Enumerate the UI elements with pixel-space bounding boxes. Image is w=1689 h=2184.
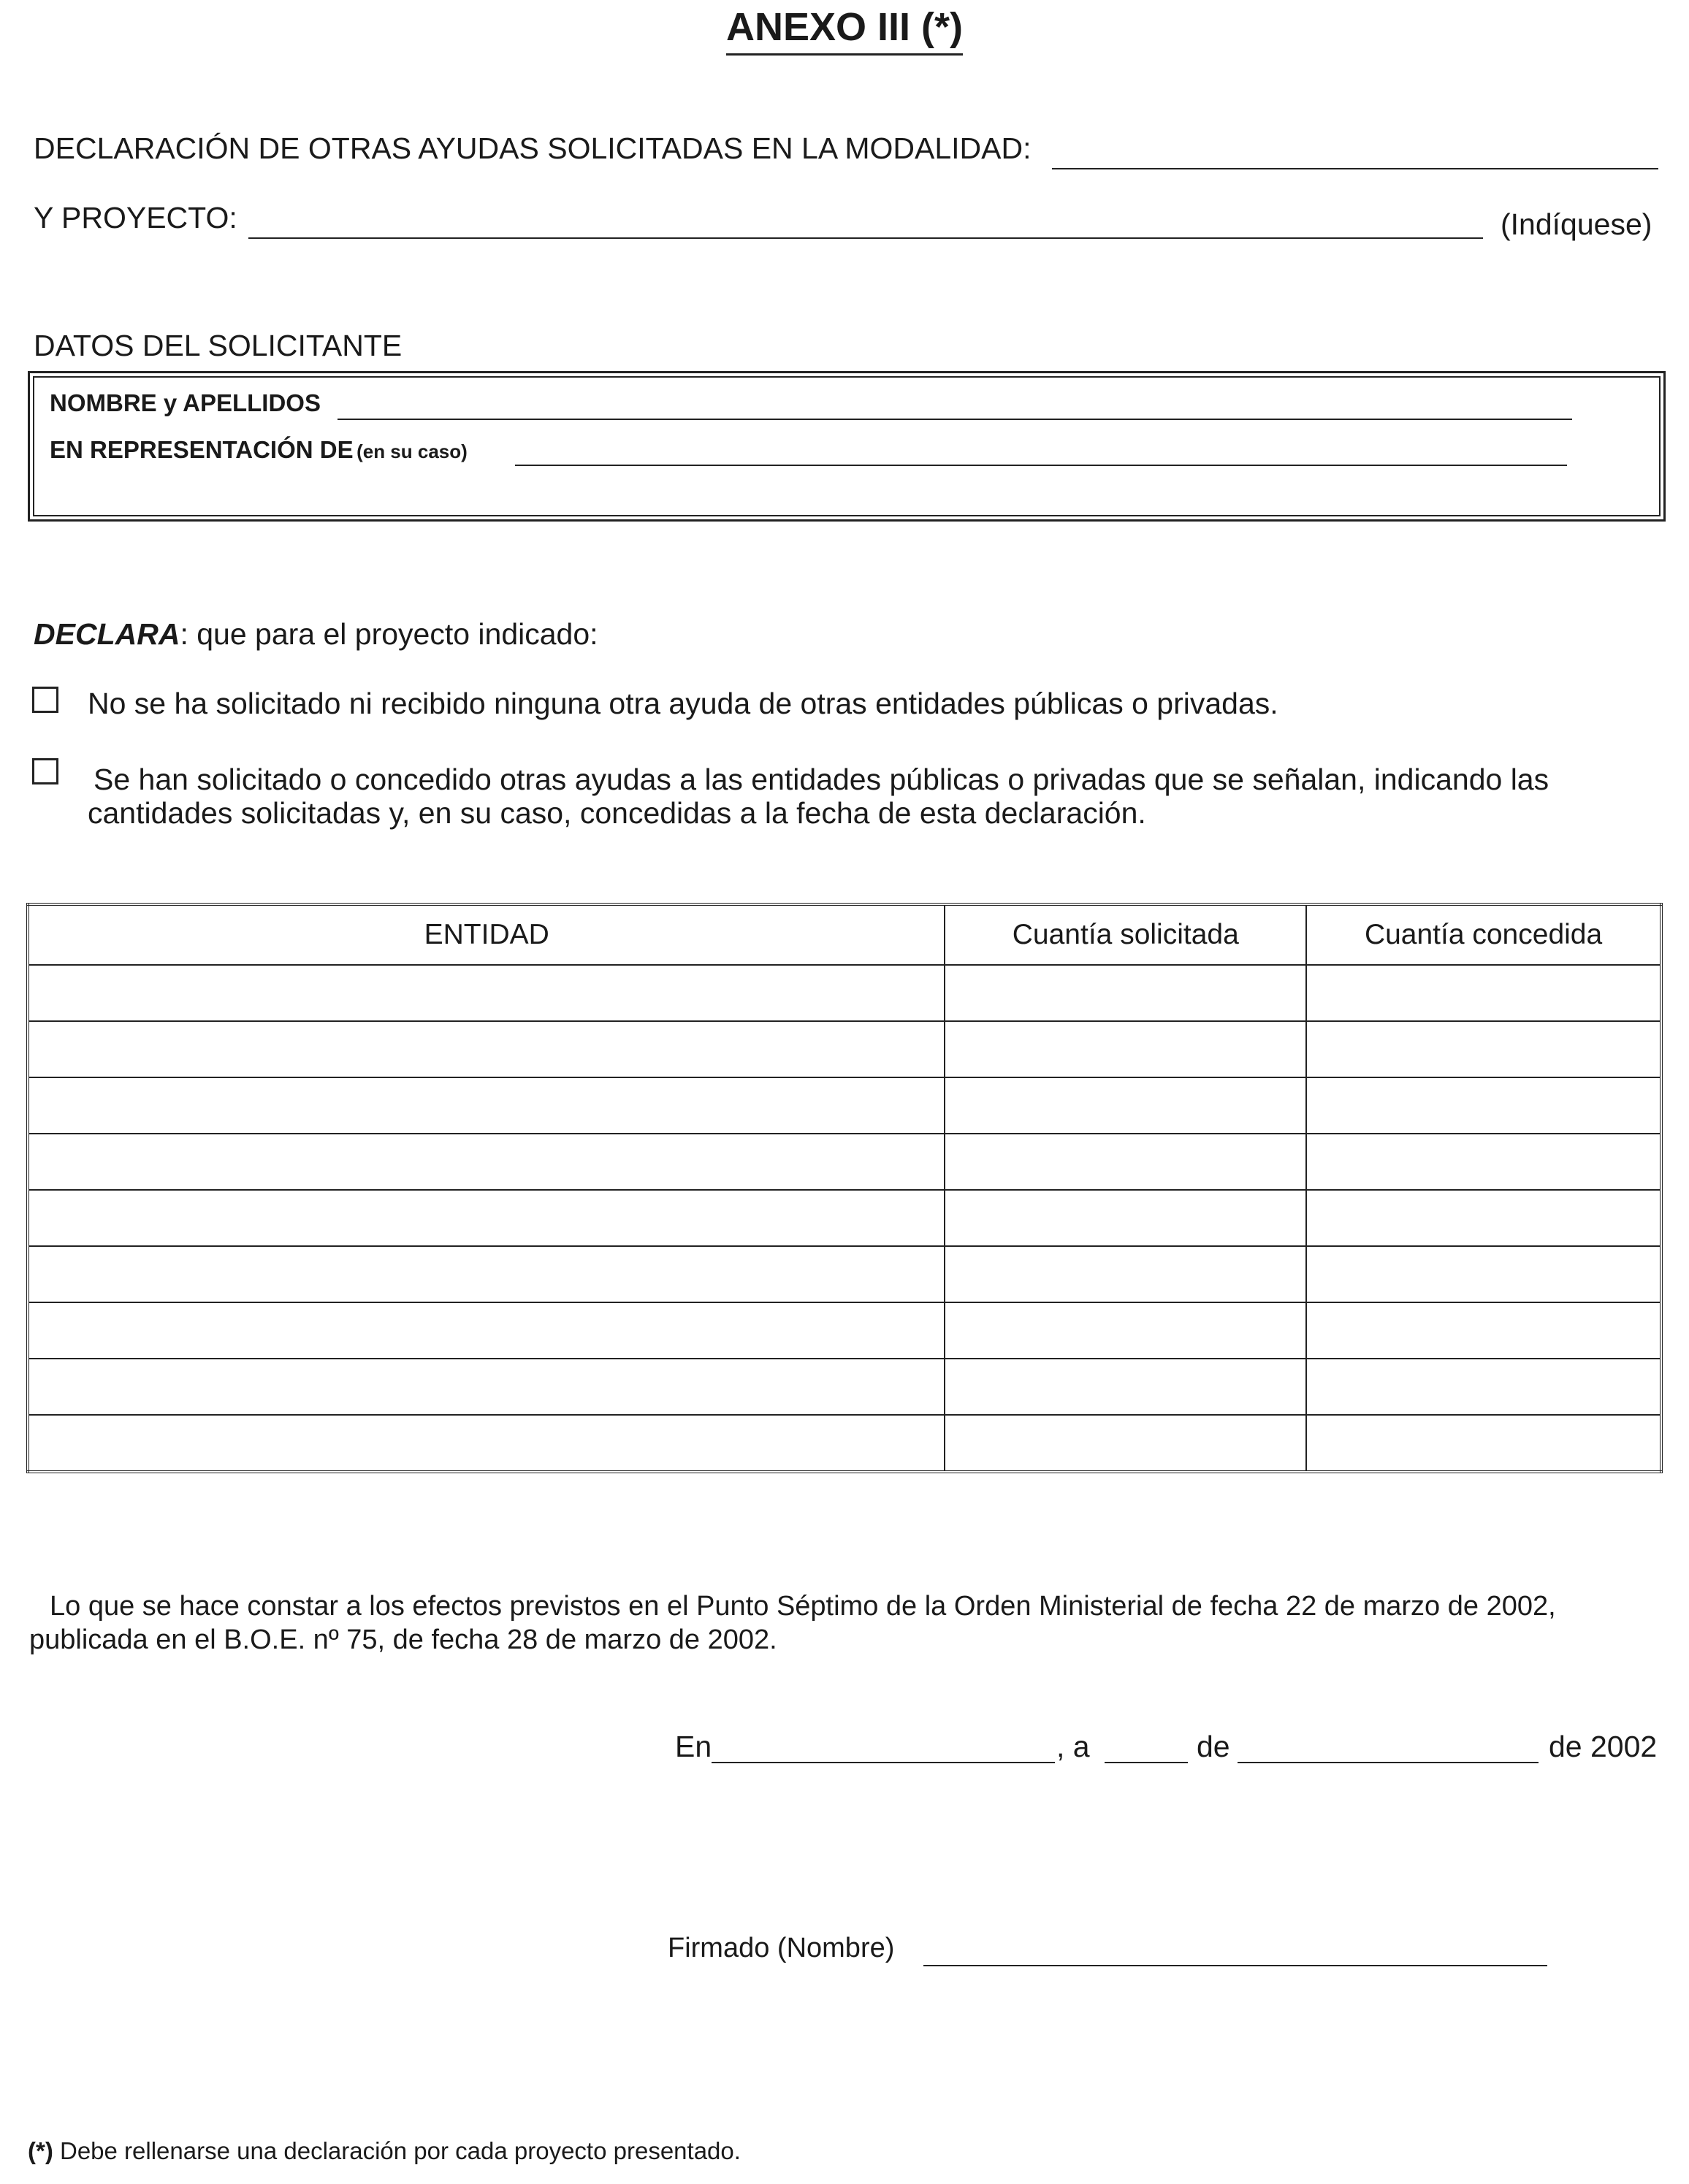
- solicitada-cell[interactable]: [945, 1302, 1306, 1359]
- ayudas-table: [26, 903, 1663, 1473]
- header-cuantia-concedida: Cuantía concedida: [1306, 904, 1661, 965]
- declara-statement: [34, 617, 598, 652]
- modalidad-label: DECLARACIÓN DE OTRAS AYUDAS SOLICITADAS EN LA MODALIDAD:: [34, 131, 1032, 165]
- table-row: [28, 1359, 1661, 1415]
- option2-text-line2: cantidades solicitadas y, en su caso, concedidas a la fecha de esta declaración.: [88, 796, 1146, 830]
- entidad-cell[interactable]: [28, 1077, 945, 1134]
- concedida-cell[interactable]: [1306, 1246, 1661, 1302]
- proyecto-label: Y PROYECTO:: [34, 201, 237, 234]
- concedida-cell[interactable]: [1306, 1415, 1661, 1472]
- declara-label: DECLARA: [34, 617, 180, 651]
- firmado-field[interactable]: [923, 1965, 1547, 1966]
- option1-text: No se ha solicitado ni recibido ninguna otra ayuda de otras entidades públicas o privadas.: [88, 687, 1278, 720]
- entidad-cell[interactable]: [28, 1021, 945, 1077]
- concedida-cell[interactable]: [1306, 1077, 1661, 1134]
- entidad-cell[interactable]: [28, 1134, 945, 1190]
- fecha-a-label: , a: [1056, 1730, 1090, 1763]
- header-entidad: ENTIDAD: [28, 904, 945, 965]
- table-row: [28, 1415, 1661, 1472]
- option2-checkbox[interactable]: [32, 758, 58, 784]
- entidad-cell[interactable]: [28, 1246, 945, 1302]
- footnote-text: Debe rellenarse una declaración por cada proyecto presentado.: [53, 2137, 741, 2164]
- entidad-cell[interactable]: [28, 1359, 945, 1415]
- concedida-cell[interactable]: [1306, 1359, 1661, 1415]
- header-cuantia-solicitada: Cuantía solicitada: [945, 904, 1306, 965]
- entidad-cell[interactable]: [28, 1190, 945, 1246]
- datos-solicitante-heading: DATOS DEL SOLICITANTE: [34, 329, 403, 362]
- table-row: [28, 965, 1661, 1021]
- entidad-cell[interactable]: [28, 965, 945, 1021]
- solicitada-cell[interactable]: [945, 1359, 1306, 1415]
- option1-checkbox[interactable]: [32, 687, 58, 713]
- concedida-cell[interactable]: [1306, 1190, 1661, 1246]
- representacion-row: [50, 436, 468, 464]
- concedida-cell[interactable]: [1306, 965, 1661, 1021]
- footnote: [28, 2137, 741, 2165]
- concedida-cell[interactable]: [1306, 1302, 1661, 1359]
- page-title-text: ANEXO III (*): [726, 5, 963, 56]
- constancia-line2: publicada en el B.O.E. nº 75, de fecha 28 de marzo de 2002.: [29, 1624, 777, 1655]
- proyecto-field[interactable]: [248, 237, 1483, 239]
- table-row: [28, 1021, 1661, 1077]
- page-title: [0, 4, 1689, 50]
- option2-text-line1: Se han solicitado o concedido otras ayudas a las entidades públicas o privadas que se señalan, indicando las: [94, 763, 1549, 796]
- table-row: [28, 1077, 1661, 1134]
- declara-rest: : que para el proyecto indicado:: [180, 617, 598, 651]
- table-header-row: [28, 904, 1661, 965]
- table-row: [28, 1302, 1661, 1359]
- constancia-line1: Lo que se hace constar a los efectos previstos en el Punto Séptimo de la Orden Ministerial de fecha 22 de marzo de 2002,: [50, 1591, 1556, 1622]
- fecha-de-label: de: [1197, 1730, 1230, 1763]
- representacion-field[interactable]: [515, 465, 1567, 466]
- indiquese-note: (Indíquese): [1501, 207, 1652, 241]
- representacion-label: EN REPRESENTACIÓN DE: [50, 436, 354, 463]
- solicitada-cell[interactable]: [945, 1134, 1306, 1190]
- solicitada-cell[interactable]: [945, 1415, 1306, 1472]
- fecha-mes-field[interactable]: [1238, 1762, 1539, 1763]
- entidad-cell[interactable]: [28, 1415, 945, 1472]
- firmado-label: Firmado (Nombre): [668, 1933, 895, 1963]
- footnote-mark: (*): [28, 2137, 53, 2164]
- solicitada-cell[interactable]: [945, 1246, 1306, 1302]
- fecha-lugar-field[interactable]: [712, 1762, 1055, 1763]
- solicitada-cell[interactable]: [945, 965, 1306, 1021]
- concedida-cell[interactable]: [1306, 1134, 1661, 1190]
- table-row: [28, 1246, 1661, 1302]
- concedida-cell[interactable]: [1306, 1021, 1661, 1077]
- solicitada-cell[interactable]: [945, 1077, 1306, 1134]
- fecha-en-label: En: [675, 1730, 712, 1763]
- fecha-dia-field[interactable]: [1105, 1762, 1188, 1763]
- solicitada-cell[interactable]: [945, 1021, 1306, 1077]
- table-row: [28, 1134, 1661, 1190]
- representacion-note: (en su caso): [357, 440, 468, 462]
- fecha-year-label: de 2002: [1549, 1730, 1658, 1763]
- modalidad-field[interactable]: [1052, 168, 1658, 169]
- nombre-field[interactable]: [338, 419, 1572, 420]
- table-row: [28, 1190, 1661, 1246]
- nombre-label: NOMBRE y APELLIDOS: [50, 389, 321, 416]
- entidad-cell[interactable]: [28, 1302, 945, 1359]
- solicitada-cell[interactable]: [945, 1190, 1306, 1246]
